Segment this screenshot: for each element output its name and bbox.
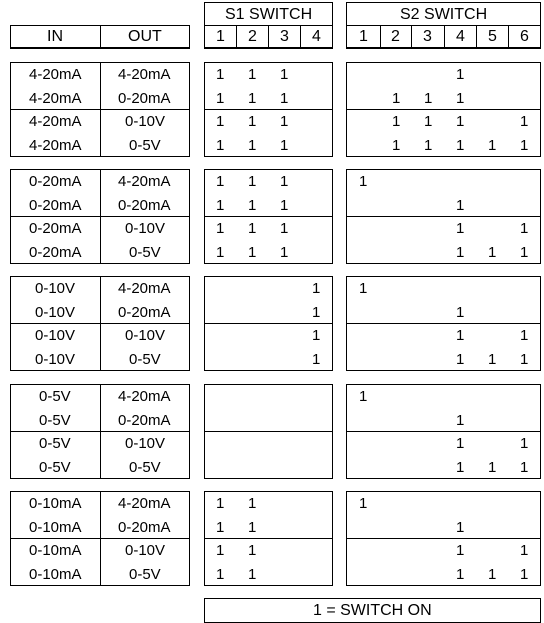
s1-switch-1-on: 1 (216, 197, 225, 214)
s2-position-divider (476, 25, 477, 49)
s1-switch-1-on: 1 (216, 173, 225, 190)
input-range-cell: 0-10V (35, 327, 76, 344)
s2-position-3: 3 (423, 28, 432, 45)
output-range-cell: 0-5V (129, 244, 161, 261)
group-s1-mid-line (204, 323, 333, 324)
s2-switch-4-on: 1 (456, 244, 465, 261)
s2-position-divider (444, 25, 445, 49)
s2-switch-4-on: 1 (456, 566, 465, 583)
s1-switch-1-on: 1 (216, 113, 225, 130)
output-range-cell: 4-20mA (118, 495, 171, 512)
s2-switch-4-on: 1 (456, 197, 465, 214)
input-range-cell: 0-10mA (29, 519, 82, 536)
input-range-cell: 0-10mA (29, 542, 82, 559)
s2-position-1: 1 (359, 28, 368, 45)
input-range-cell: 0-10mA (29, 495, 82, 512)
s1-switch-4-on: 1 (312, 280, 321, 297)
s1-switch-2-on: 1 (248, 495, 257, 512)
s2-switch-2-on: 1 (392, 113, 401, 130)
input-range-cell: 0-5V (39, 435, 71, 452)
s1-switch-3-on: 1 (280, 220, 289, 237)
s2-switch-4-on: 1 (456, 90, 465, 107)
s1-switch-3-on: 1 (280, 113, 289, 130)
s1-switch-3-on: 1 (280, 197, 289, 214)
s2-switch-2-on: 1 (392, 90, 401, 107)
s2-switch-6-on: 1 (520, 137, 529, 154)
s2-switch-5-on: 1 (488, 137, 497, 154)
input-range-cell: 0-20mA (29, 244, 82, 261)
s1-switch-1-on: 1 (216, 495, 225, 512)
s1-switch-1-on: 1 (216, 244, 225, 261)
s2-switch-4-on: 1 (456, 220, 465, 237)
s2-position-6: 6 (520, 28, 529, 45)
s1-switch-2-on: 1 (248, 542, 257, 559)
s2-switch-6-on: 1 (520, 113, 529, 130)
input-range-cell: 0-10V (35, 351, 76, 368)
s1-switch-1-on: 1 (216, 542, 225, 559)
input-range-cell: 0-10V (35, 304, 76, 321)
s2-switch-6-on: 1 (520, 351, 529, 368)
group-mid-line (10, 431, 190, 432)
s1-switch-title: S1 SWITCH (225, 6, 313, 23)
input-range-cell: 0-20mA (29, 197, 82, 214)
s2-switch-4-on: 1 (456, 435, 465, 452)
s1-switch-1-on: 1 (216, 220, 225, 237)
input-range-cell: 0-10V (35, 280, 76, 297)
in-column-header: IN (47, 28, 63, 45)
input-range-cell: 0-20mA (29, 173, 82, 190)
output-range-cell: 0-10V (125, 220, 166, 237)
s2-switch-5-on: 1 (488, 566, 497, 583)
group-s1-mid-line (204, 431, 333, 432)
s2-switch-1-on: 1 (359, 280, 368, 297)
s1-position-4: 4 (312, 28, 321, 45)
s2-switch-1-on: 1 (359, 173, 368, 190)
output-range-cell: 4-20mA (118, 66, 171, 83)
s1-switch-3-on: 1 (280, 137, 289, 154)
output-range-cell: 0-20mA (118, 304, 171, 321)
s2-switch-4-on: 1 (456, 519, 465, 536)
in-out-header-divider (100, 25, 101, 49)
group-s1-mid-line (204, 538, 333, 539)
s1-switch-3-on: 1 (280, 244, 289, 261)
s1-switch-2-on: 1 (248, 519, 257, 536)
output-range-cell: 0-10V (125, 113, 166, 130)
s1-switch-1-on: 1 (216, 137, 225, 154)
s2-switch-4-on: 1 (456, 304, 465, 321)
s1-switch-1-on: 1 (216, 519, 225, 536)
s2-switch-6-on: 1 (520, 244, 529, 261)
s2-switch-1-on: 1 (359, 495, 368, 512)
s1-switch-4-on: 1 (312, 327, 321, 344)
s1-position-3: 3 (280, 28, 289, 45)
input-range-cell: 4-20mA (29, 113, 82, 130)
s1-switch-4-on: 1 (312, 304, 321, 321)
output-range-cell: 4-20mA (118, 388, 171, 405)
group-s2-mid-line (346, 216, 541, 217)
output-range-cell: 0-20mA (118, 412, 171, 429)
s1-position-divider (300, 25, 301, 49)
s1-switch-2-on: 1 (248, 137, 257, 154)
s1-switch-4-on: 1 (312, 351, 321, 368)
s2-switch-4-on: 1 (456, 412, 465, 429)
group-mid-line (10, 109, 190, 110)
output-range-cell: 4-20mA (118, 173, 171, 190)
s1-switch-3-on: 1 (280, 90, 289, 107)
s1-switch-2-on: 1 (248, 113, 257, 130)
s1-switch-1-on: 1 (216, 566, 225, 583)
s2-switch-6-on: 1 (520, 435, 529, 452)
s2-switch-4-on: 1 (456, 459, 465, 476)
s1-switch-2-on: 1 (248, 173, 257, 190)
output-range-cell: 0-5V (129, 351, 161, 368)
out-column-header: OUT (128, 28, 162, 45)
s2-switch-6-on: 1 (520, 220, 529, 237)
s2-position-5: 5 (488, 28, 497, 45)
s2-position-4: 4 (456, 28, 465, 45)
s2-switch-4-on: 1 (456, 66, 465, 83)
group-s1-mid-line (204, 216, 333, 217)
input-range-cell: 0-5V (39, 459, 71, 476)
s2-switch-3-on: 1 (424, 90, 433, 107)
output-range-cell: 0-10V (125, 435, 166, 452)
s1-position-1: 1 (216, 28, 225, 45)
group-s2-mid-line (346, 323, 541, 324)
s2-switch-5-on: 1 (488, 351, 497, 368)
s1-switch-2-on: 1 (248, 220, 257, 237)
input-range-cell: 0-20mA (29, 220, 82, 237)
input-range-cell: 0-10mA (29, 566, 82, 583)
input-range-cell: 0-5V (39, 388, 71, 405)
group-s2-mid-line (346, 538, 541, 539)
output-range-cell: 0-5V (129, 137, 161, 154)
s1-switch-3-on: 1 (280, 173, 289, 190)
s1-switch-1-on: 1 (216, 90, 225, 107)
s1-position-2: 2 (248, 28, 257, 45)
s2-switch-4-on: 1 (456, 327, 465, 344)
group-mid-line (10, 216, 190, 217)
s2-switch-4-on: 1 (456, 542, 465, 559)
s2-switch-6-on: 1 (520, 327, 529, 344)
output-range-cell: 0-20mA (118, 197, 171, 214)
s1-switch-2-on: 1 (248, 244, 257, 261)
s2-position-divider (508, 25, 509, 49)
s2-switch-3-on: 1 (424, 113, 433, 130)
output-range-cell: 0-20mA (118, 519, 171, 536)
s1-switch-2-on: 1 (248, 566, 257, 583)
s2-switch-4-on: 1 (456, 351, 465, 368)
group-s1-mid-line (204, 109, 333, 110)
s1-switch-3-on: 1 (280, 66, 289, 83)
group-mid-line (10, 538, 190, 539)
s2-switch-5-on: 1 (488, 459, 497, 476)
s2-switch-title: S2 SWITCH (400, 6, 488, 23)
output-range-cell: 0-5V (129, 459, 161, 476)
output-range-cell: 0-10V (125, 542, 166, 559)
group-s2-mid-line (346, 109, 541, 110)
input-range-cell: 0-5V (39, 412, 71, 429)
output-range-cell: 4-20mA (118, 280, 171, 297)
input-range-cell: 4-20mA (29, 66, 82, 83)
s2-switch-1-on: 1 (359, 388, 368, 405)
s2-switch-4-on: 1 (456, 113, 465, 130)
s2-position-divider (380, 25, 381, 49)
s2-switch-3-on: 1 (424, 137, 433, 154)
output-range-cell: 0-20mA (118, 90, 171, 107)
input-range-cell: 4-20mA (29, 90, 82, 107)
input-range-cell: 4-20mA (29, 137, 82, 154)
legend-text: 1 = SWITCH ON (313, 602, 432, 619)
output-range-cell: 0-10V (125, 327, 166, 344)
s1-position-divider (236, 25, 237, 49)
s1-position-divider (268, 25, 269, 49)
s1-switch-1-on: 1 (216, 66, 225, 83)
group-mid-line (10, 323, 190, 324)
s2-switch-4-on: 1 (456, 137, 465, 154)
s2-position-2: 2 (391, 28, 400, 45)
s1-switch-2-on: 1 (248, 66, 257, 83)
s2-switch-2-on: 1 (392, 137, 401, 154)
s2-position-divider (411, 25, 412, 49)
s2-switch-6-on: 1 (520, 542, 529, 559)
group-s2-mid-line (346, 431, 541, 432)
output-range-cell: 0-5V (129, 566, 161, 583)
s1-switch-2-on: 1 (248, 197, 257, 214)
s2-switch-6-on: 1 (520, 459, 529, 476)
s2-switch-6-on: 1 (520, 566, 529, 583)
s1-switch-2-on: 1 (248, 90, 257, 107)
s2-switch-5-on: 1 (488, 244, 497, 261)
